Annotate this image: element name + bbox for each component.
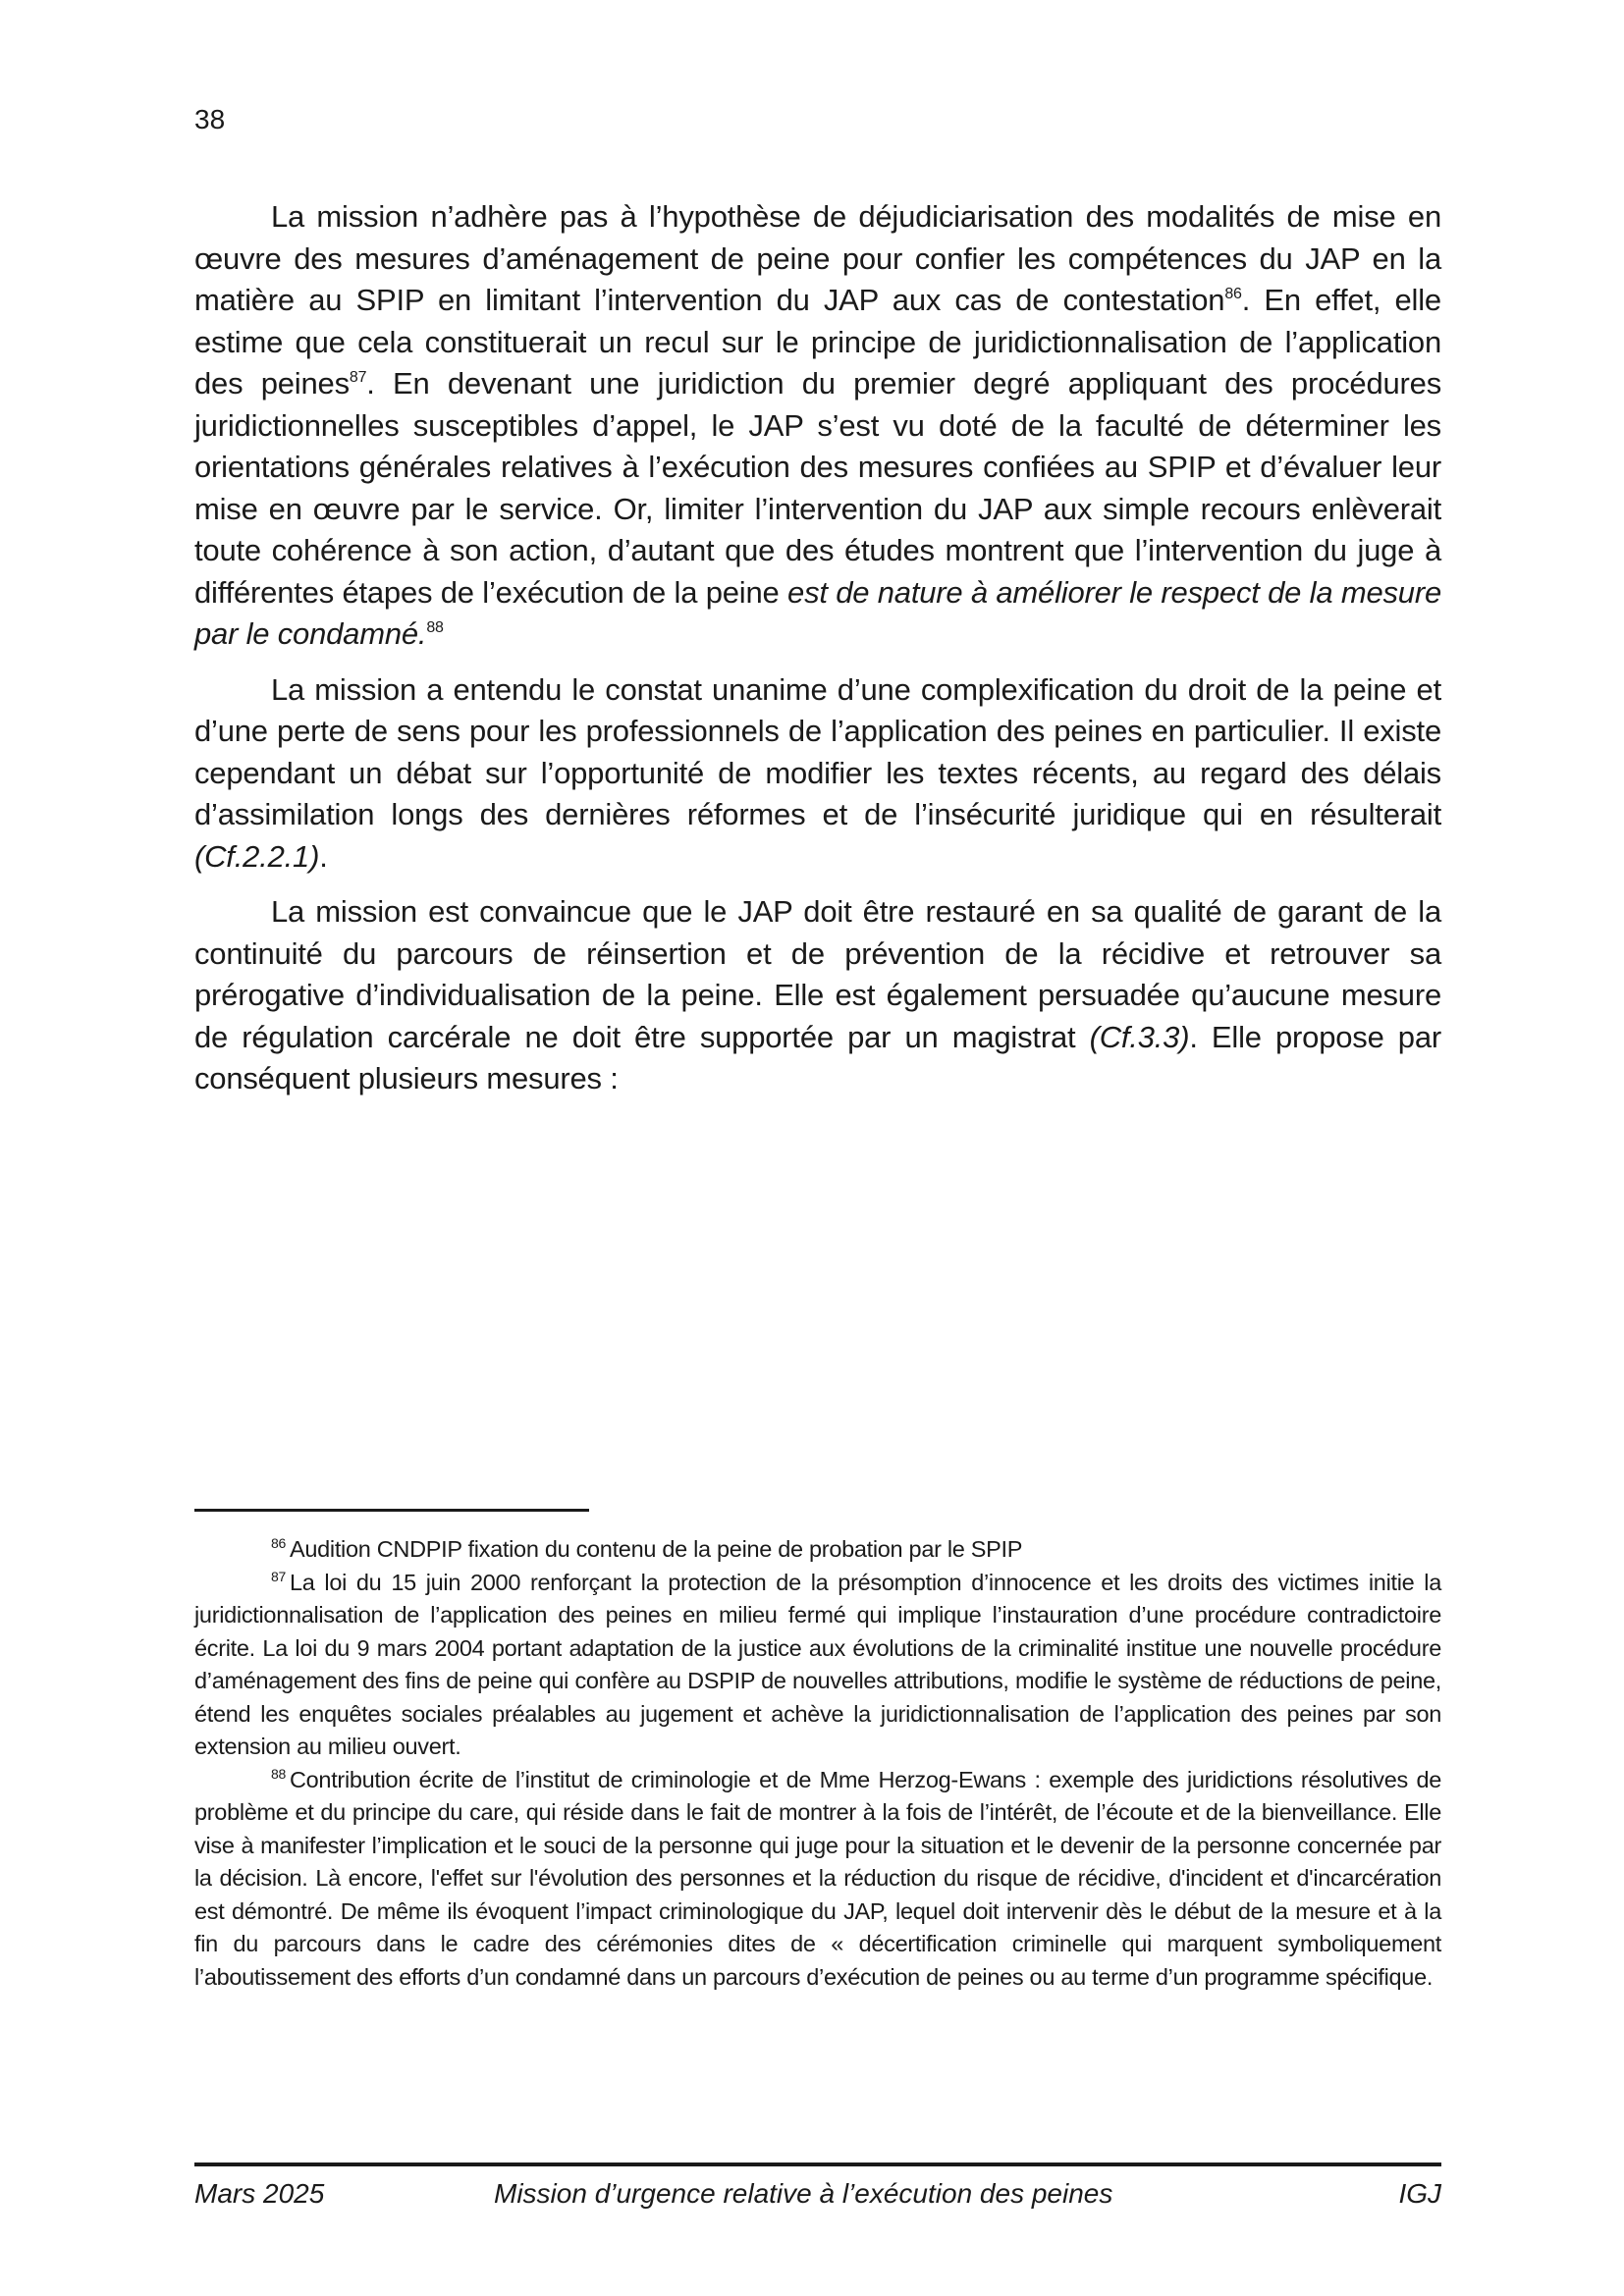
footnote-ref-88[interactable]: 88 [426,619,444,636]
paragraph [194,669,1441,879]
text-segment: . [319,838,328,874]
footnotes [194,1533,1441,1994]
cross-reference: (Cf.3.3) [1089,1019,1190,1054]
footnote-87 [194,1567,1441,1764]
footnote-text: La loi du 15 juin 2000 renforçant la protection de la présomption d’innocence et les droits des victimes initie la juridictionnalisation de l’application des peines en milieu fermé qui implique l’instauration d’une procédure contradictoire écrite. La loi du 9 mars 2004 portant adaptation de la justice aux évolutions de la criminalité institue une nouvelle procédure d’aménagement des fins de peine qui confère au DSPIP de nouvelles attributions, modifie le système de réductions de peine, étend les enquêtes sociales préalables au jugement et achève la juridictionnalisation de l’application des peines par son extension au milieu ouvert. [194,1569,1441,1759]
footnote-separator [194,1509,589,1512]
footer-date: Mars 2025 [194,2178,325,2209]
paragraph [194,196,1441,656]
text-segment: La mission est convaincue que le JAP doit être restauré en sa qualité de garant de la continuité du parcours de réinsertion et de prévention de la récidive et retrouver sa prérogative d’individualisation de la peine. Elle est également persuadée qu’aucune mesure de régulation carcérale ne doit être supportée par un magistrat [194,894,1441,1054]
footnote-number: 87 [271,1568,286,1584]
footnote-text: Audition CNDPIP fixation du contenu de la peine de probation par le SPIP [289,1536,1023,1562]
footnote-ref-87[interactable]: 87 [349,369,367,386]
footnote-ref-86[interactable]: 86 [1224,286,1242,302]
text-segment: La mission n’adhère pas à l’hypothèse de déjudiciarisation des modalités de mise en œuvre des mesures d’aménagement de peine pour confier les compétences du JAP en la matière au SPIP en limitant l’intervention du JAP aux cas de contestation [194,199,1441,317]
paragraph [194,891,1441,1100]
footnote-88 [194,1764,1441,1995]
text-segment: . Elle propose par conséquent plusieurs mesures : [194,1019,1441,1095]
text-segment: La mission a entendu le constat unanime d’une complexification du droit de la peine et d’une perte de sens pour les professionnels de l’application des peines en particulier. Il existe cependant un débat sur l’opportunité de modifier les textes récents, au regard des délais d’assimilation longs des dernières réformes et de l’insécurité juridique qui en résulterait [194,671,1441,831]
italic-segment: est de nature à améliorer le respect de la mesure par le condamné. [194,574,1441,651]
footnote-number: 86 [271,1535,286,1551]
page-footer [194,2174,1441,2214]
text-segment: . En effet, elle estime que cela constituerait un recul sur le principe de juridictionnalisation de l’application des peines [194,283,1441,400]
footnote-86 [194,1533,1441,1567]
body-text [194,196,1441,1114]
footnote-text: Contribution écrite de l’institut de criminologie et de Mme Herzog-Ewans : exemple des juridictions résolutives de problème et du principe du care, qui réside dans le fait de montrer à la fois de l’intérêt, de l’écoute et de la bienveillance. Elle vise à manifester l’implication et le souci de la personne qui juge pour la situation et le devenir de la personne concernée par la décision. Là encore, l'effet sur l'évolution des personnes et la réduction du risque de récidive, d'incident et d'incarcération est démontré. De même ils évoquent l’impact criminologique du JAP, lequel doit intervenir dès le début de la mesure et à la fin du parcours dans le cadre des cérémonies dites de « décertification criminelle qui marquent symboliquement l’aboutissement des efforts d’un condamné dans un parcours d’exécution de peines ou au terme d’un programme spécifique. [194,1766,1441,1990]
page-number: 38 [194,104,226,134]
footer-separator [194,2163,1441,2166]
footnote-number: 88 [271,1765,286,1782]
footer-organization: IGJ [1398,2178,1441,2209]
text-segment: . En devenant une juridiction du premier degré appliquant des procédures juridictionnelles susceptibles d’appel, le JAP s’est vu doté de la faculté de déterminer les orientations générales relatives à l’exécution des mesures confiées au SPIP et d’évaluer leur mise en œuvre par le service. Or, limiter l’intervention du JAP aux simple recours enlèverait toute cohérence à son action, d’autant que des études montrent que l’intervention du juge à différentes étapes de l’exécution de la peine [194,366,1441,610]
cross-reference: (Cf.2.2.1) [194,838,320,874]
footer-title: Mission d’urgence relative à l’exécution des peines [494,2178,1113,2209]
